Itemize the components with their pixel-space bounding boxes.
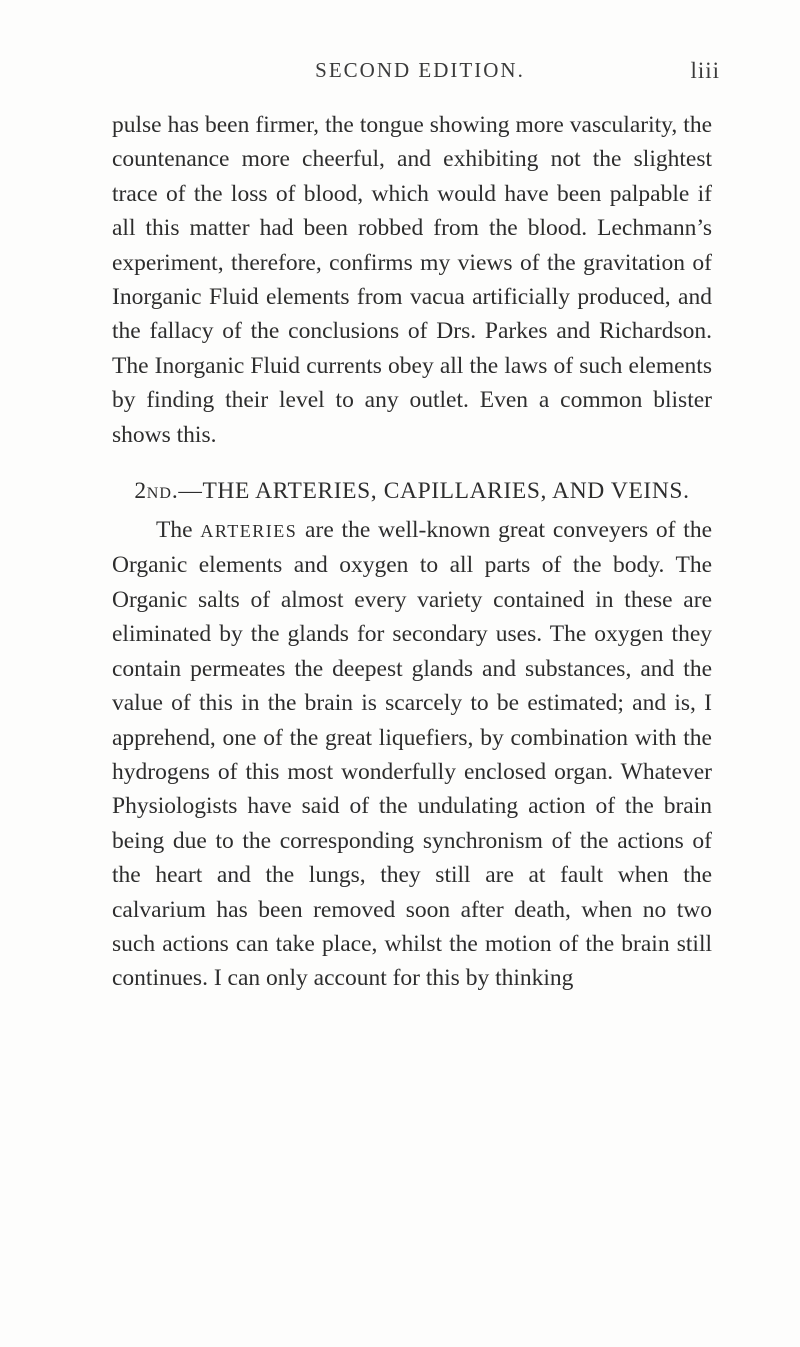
paragraph-arteries xyxy=(112,513,712,996)
section-title: THE ARTERIES, CAPILLARIES, AND VEINS. xyxy=(202,478,690,505)
section-dash: .— xyxy=(171,478,203,505)
running-head: SECOND EDITION. xyxy=(315,58,525,82)
page-header xyxy=(120,58,720,98)
page-number: liii xyxy=(690,58,720,83)
section-heading xyxy=(112,474,712,511)
paragraph-continued: pulse has been firmer, the tongue showing more vascularity, the countenance more cheerful, and exhibiting not the slightest trace of the loss of blood, which would have been palpable if all this matter had been robbed from the blood. Lechmann’s experiment, therefore, confirms my views of the gravitation of Inorganic Fluid elements from vacua artificially produced, and the fallacy of the conclusions of Drs. Parkes and Richardson. The Inorganic Fluid currents obey all the laws of such elements by finding their level to any outlet. Even a common blister shows this. xyxy=(112,112,712,448)
section-ordinal-suffix: ND xyxy=(146,485,172,503)
section-ordinal-number: 2 xyxy=(134,478,147,505)
smallcaps-term: ARTERIES xyxy=(200,521,298,542)
paragraph-lead: The xyxy=(156,517,201,544)
paragraph-rest: are the well-known great conveyers of the Organic elements and oxygen to all parts of the body. The Organic salts of almost every variety contained in these are eliminated by the glands for secondary uses. The oxygen they contain permeates the deepest glands and substances, and the value of this in the brain is scarcely to be estimated; and is, I apprehend, one of the great liquefiers, by combination with the hydrogens of this most wonderfully enclosed organ. Whatever Physiologists have said of the undulating action of the brain being due to the corresponding synchronism of the actions of the heart and the lungs, they still are at fault when the calvarium has been removed soon after death, when no two such actions can take place, whilst the motion of the brain still continues. I can only account for this by thinking xyxy=(112,517,712,992)
body-text xyxy=(112,108,712,996)
